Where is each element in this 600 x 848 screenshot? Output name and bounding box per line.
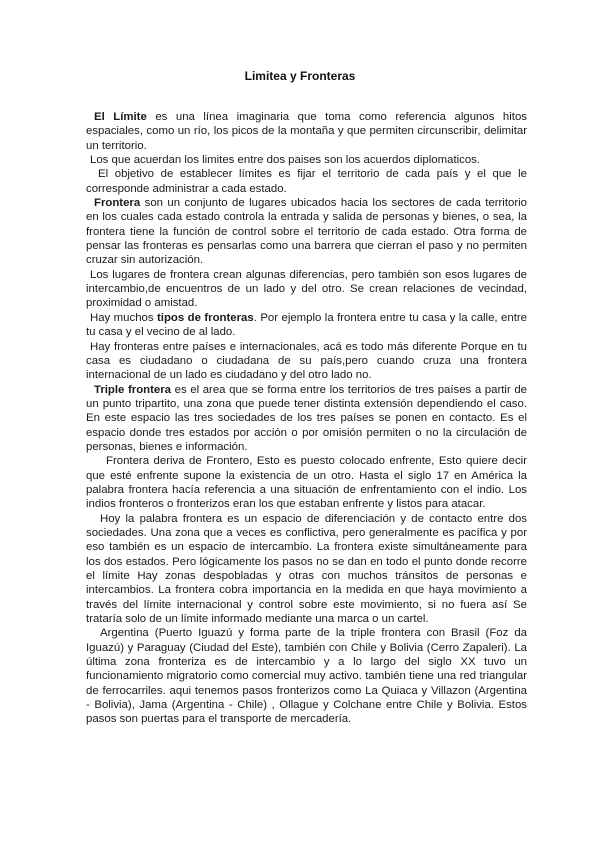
paragraph-triple-frontera [86, 383, 527, 455]
paragraph-text: es el area que se forma entre los territorios de tres países a partir de un punto tripartito, una zona que puede tener distinta extensión dependiendo el caso. En este espacio las tres sociedades de los tres países se ponen en contacto. Es el espacio donde tres estados por acción o por omisión permiten o no la circulación de personas, bienes e información. [86, 383, 528, 453]
paragraph-text: . Por ejemplo la frontera entre tu casa y la calle, entre tu casa y el vecino de al lado. [86, 311, 527, 339]
term-frontera: Frontera [94, 197, 141, 210]
paragraph-limite [86, 110, 527, 153]
paragraph-text: son un conjunto de lugares ubicados hacia los sectores de cada territorio en los cuales cada estado controla la entrada y salida de personas y bienes, o sea, la frontera tiene la función de control sobre el territorio de cada estado. Otra forma de pensar las fronteras es pensarlas como una barrera que cierran el paso y no permiten cruzar sin autorización. [86, 197, 527, 267]
paragraph-objetivo [86, 167, 527, 196]
paragraph-text: Frontera deriva de Frontero, Esto es puesto colocado enfrente, Esto quiere decir que esté enfrente supone la existencia de un otro. Hasta el siglo 17 en América la palabra frontera hacía referencia a una situación de enfrentamiento con el indio. Los indios fronteros o fronterizos eran los que estaban enfrente y listos para atacar. [86, 455, 527, 511]
document-title: Limitea y Fronteras [244, 69, 356, 83]
paragraph-lugares [86, 268, 527, 311]
paragraph-text: El objetivo de establecer límites es fijar el territorio de cada país y el que le corresponde administrar a cada estado. [86, 168, 527, 195]
paragraph-pre: Hay muchos [90, 311, 157, 324]
term-limite: El Límite [94, 111, 147, 123]
paragraph-argentina [86, 626, 527, 726]
term-triple-frontera: Triple frontera [94, 383, 172, 396]
paragraph-text: Los que acuerdan los limites entre dos paises son los acuerdos diplomaticos. [90, 154, 481, 167]
paragraph-frontera [86, 196, 527, 268]
document-body [86, 110, 527, 727]
paragraph-text: es una línea imaginaria que toma como referencia algunos hitos espaciales, como un río, los picos de la montaña y que permiten circunscribir, delimitar un territorio. [86, 111, 527, 152]
paragraph-tipos [86, 311, 527, 340]
paragraph-text: Hoy la palabra frontera es un espacio de diferenciación y de contacto entre dos sociedades. Una zona que a veces es conflictiva, pero generalmente es pacífica y por eso también es un espacio de intercambio. La frontera existe simultáneamente para los dos estados. Pero lógicamente los pasos no se dan en todo el punto donde recorre el límite Hay zonas despobladas y otras con muchos tránsitos de personas e intercambios. La frontera cobra importancia en la medida en que haya movimiento a través del límite internacional y control sobre este movimiento, si no fuera así Se trataría solo de un límite informado mediante una marca o un cartel. [86, 512, 527, 626]
term-tipos-fronteras: tipos de fronteras [157, 311, 254, 324]
paragraph-text: Hay fronteras entre países e internacionales, acá es todo más diferente Porque en tu casa es ciudadano o ciudadana de su país,pero cuando cruza una frontera internacional de un lado es ciudadano y del otro lado no. [86, 340, 527, 382]
paragraph-internacionales [86, 340, 527, 383]
paragraph-hoy [86, 512, 527, 627]
paragraph-text: Argentina (Puerto Iguazú y forma parte de la triple frontera con Brasil (Foz da Iguazú) y Paraguay (Ciudad del Este), también con Chile y Bolivia (Cerro Zapaleri). La última zona fronteriza es de intercambio y a lo largo del siglo XX tuvo un funcionamiento migratorio como comercial muy activo. también tiene una red triangular de ferrocarriles. aqui tenemos pasos fronterizos como La Quiaca y Villazon (Argentina - Bolivia), Jama (Argentina - Chile) , Ollague y Colchane entre Chile y Bolivia. Estos pasos son puertas para el transporte de mercadería. [86, 627, 527, 726]
paragraph-text: Los lugares de frontera crean algunas diferencias, pero también son esos lugares de intercambio,de encuentros de un lado y del otro. Se crean relaciones de vecindad, proximidad o amistad. [86, 268, 527, 310]
paragraph-frontero [86, 454, 527, 511]
paragraph-acuerdos [86, 153, 527, 167]
